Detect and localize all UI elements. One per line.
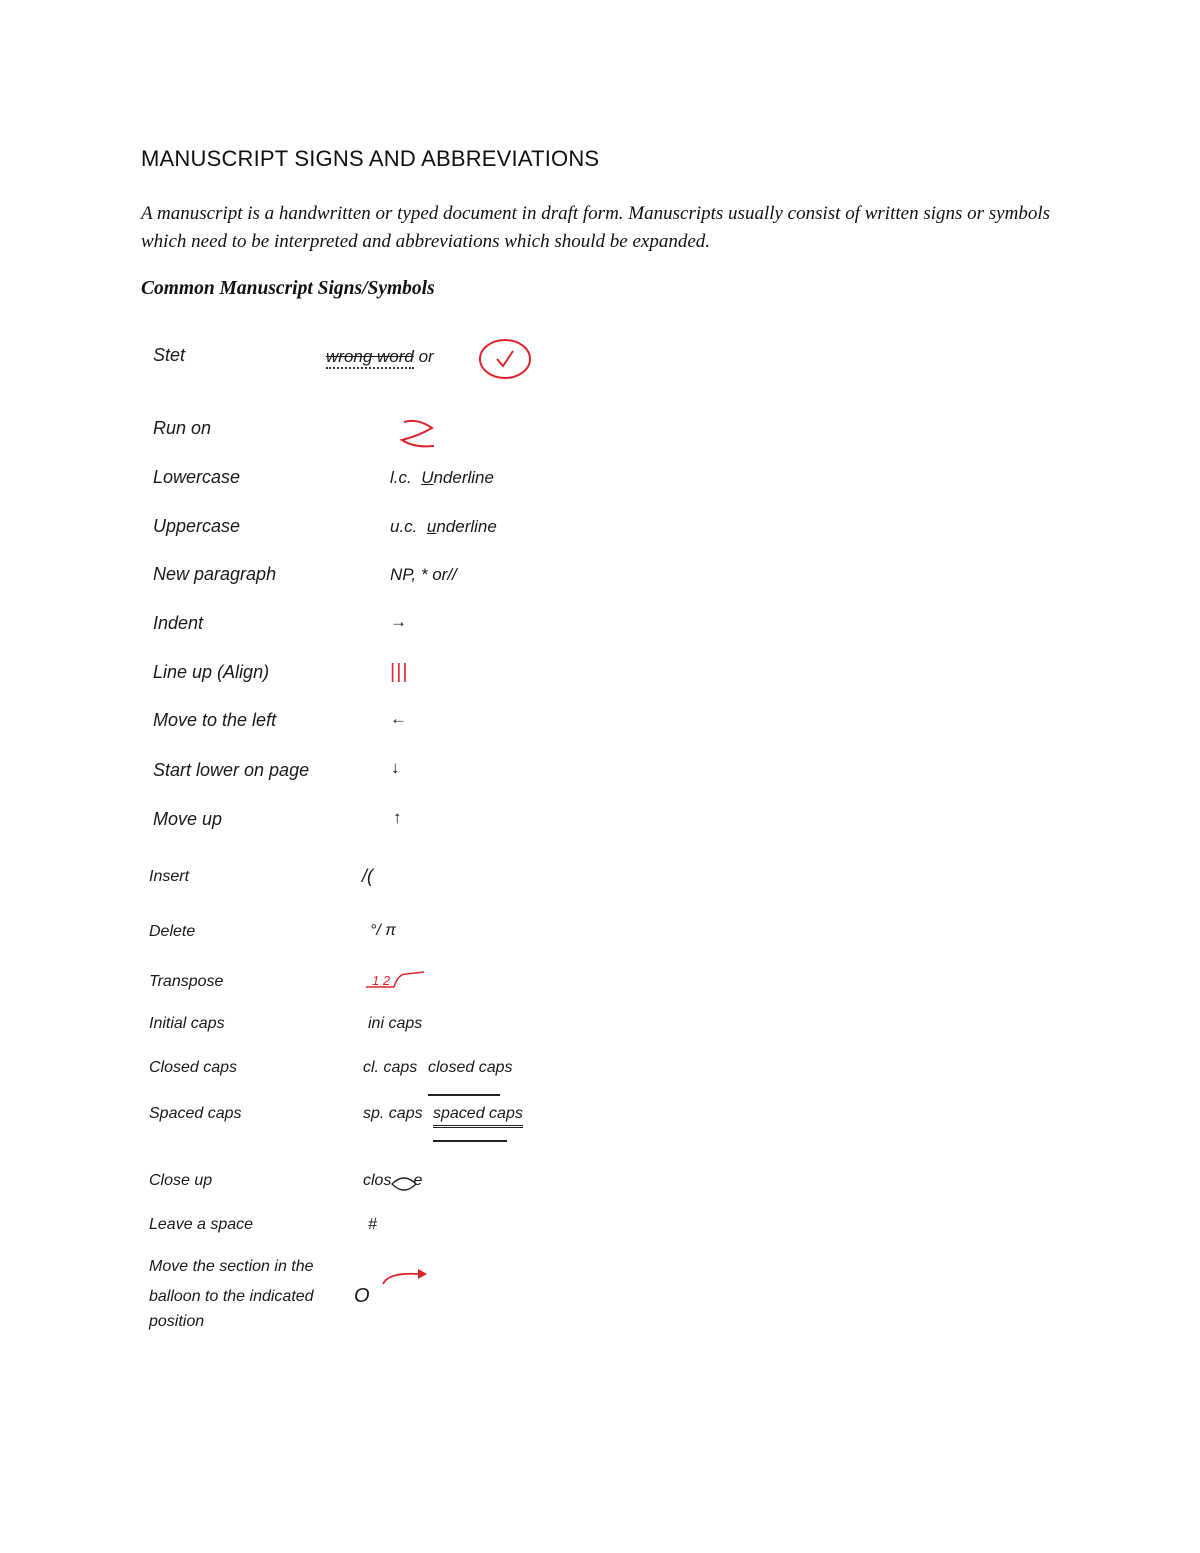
delete-mark-icon: °/ π — [370, 922, 397, 939]
stet-wrong-word: wrong word — [326, 347, 414, 369]
label-move-section-line1: Move the section in the — [149, 1258, 314, 1275]
down-arrow-icon: ↓ — [391, 758, 400, 777]
lowercase-sign — [390, 468, 494, 488]
up-arrow-icon: ↑ — [393, 808, 402, 827]
closed-caps-example: closed caps — [428, 1059, 513, 1076]
lowercase-underlined-letter: U — [421, 468, 434, 487]
stet-connector: or — [413, 347, 434, 366]
insert-caret-icon: /( — [362, 866, 373, 886]
stet-example — [326, 347, 434, 367]
balloon-icon: O — [354, 1285, 370, 1307]
run-on-mark-icon — [398, 416, 438, 454]
uppercase-underlined-letter: u — [426, 517, 437, 536]
closed-caps-rule — [428, 1094, 500, 1096]
label-start-lower: Start lower on page — [153, 760, 310, 780]
label-move-section-line3: position — [149, 1313, 205, 1330]
new-paragraph-sign: NP, * or// — [390, 565, 457, 584]
uppercase-abbr: u.c. — [390, 517, 418, 536]
spaced-caps-example: spaced caps — [433, 1105, 523, 1128]
transpose-sign: 1 2 — [372, 973, 391, 988]
label-delete: Delete — [149, 923, 196, 940]
label-move-up: Move up — [153, 809, 223, 829]
close-up-part1: clos — [363, 1172, 392, 1189]
uppercase-sign — [390, 517, 497, 537]
initial-caps-sign: ini caps — [368, 1015, 423, 1032]
label-move-left: Move to the left — [153, 710, 277, 730]
label-leave-space: Leave a space — [149, 1216, 254, 1233]
left-arrow-icon: ← — [390, 709, 407, 728]
label-stet: Stet — [153, 345, 186, 365]
uppercase-rest: nderline — [436, 517, 497, 536]
label-move-section-line2: balloon to the indicated — [149, 1288, 314, 1305]
page-title: MANUSCRIPT SIGNS AND ABBREVIATIONS — [141, 146, 600, 171]
label-run-on: Run on — [153, 418, 212, 438]
align-bars-icon: ||| — [390, 661, 409, 683]
label-spaced-caps: Spaced caps — [149, 1105, 242, 1122]
section-subheading: Common Manuscript Signs/Symbols — [141, 278, 435, 299]
lowercase-abbr: l.c. — [390, 468, 412, 487]
closed-caps-abbr: cl. caps — [363, 1059, 418, 1076]
label-initial-caps: Initial caps — [149, 1015, 225, 1032]
label-uppercase: Uppercase — [153, 516, 241, 536]
close-up-part2: e — [413, 1172, 423, 1189]
label-new-paragraph: New paragraph — [153, 564, 277, 584]
spaced-caps-abbr: sp. caps — [363, 1105, 423, 1122]
right-arrow-icon: → — [390, 612, 407, 631]
lowercase-rest: nderline — [433, 468, 494, 487]
label-closed-caps: Closed caps — [149, 1059, 238, 1076]
label-close-up: Close up — [149, 1172, 213, 1189]
label-line-up: Line up (Align) — [153, 662, 270, 682]
label-transpose: Transpose — [149, 973, 224, 990]
transpose-mark-icon — [364, 970, 426, 990]
hash-icon: # — [368, 1216, 377, 1233]
label-lowercase: Lowercase — [153, 467, 241, 487]
label-indent: Indent — [153, 613, 204, 633]
close-up-mark-icon — [390, 1172, 423, 1196]
label-insert: Insert — [149, 868, 190, 885]
spaced-caps-rule — [433, 1140, 507, 1142]
red-circled-check-icon — [478, 338, 532, 380]
intro-paragraph: A manuscript is a handwritten or typed document in draft form. Manuscripts usually consist of written signs or symbols which need to be interpreted and abbreviations which should be expanded. — [141, 203, 1051, 252]
red-curved-arrow-icon — [380, 1266, 430, 1288]
